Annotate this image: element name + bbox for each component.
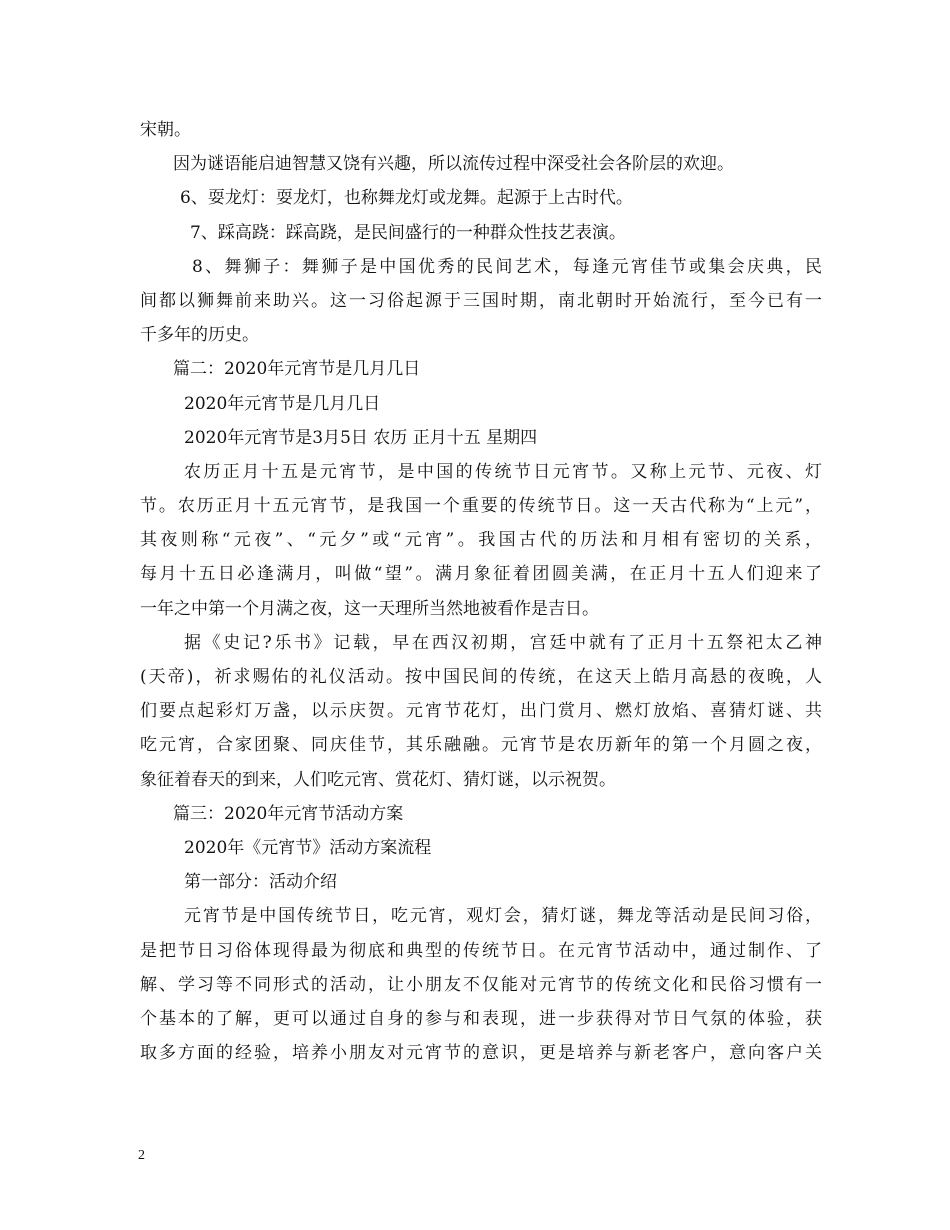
text-line: 取多方面的经验，培养小朋友对元宵节的意识，更是培养与新老客户，意向客户关 xyxy=(140,1043,822,1064)
text-line: 们要点起彩灯万盏，以示庆贺。元宵节花灯，出门赏月、燃灯放焰、喜猜灯谜、共 xyxy=(140,701,822,722)
text-line: 节。农历正月十五元宵节，是我国一个重要的传统节日。这一天古代称为“上元”， xyxy=(140,496,822,517)
text-line: (天帝)，祈求赐佑的礼仪活动。按中国民间的传统，在这天上皓月高悬的夜晚，人 xyxy=(140,667,822,687)
text-line: 篇三：2020年元宵节活动方案 xyxy=(173,803,404,824)
text-line: 宋朝。 xyxy=(140,120,191,140)
text-line: 解、学习等不同形式的活动，让小朋友不仅能对元宵节的传统文化和民俗习惯有一 xyxy=(140,974,822,995)
page-number: 2 xyxy=(138,1148,145,1163)
text-line: 间都以狮舞前来助兴。这一习俗起源于三国时期，南北朝时开始流行，至今已有一 xyxy=(140,290,822,311)
text-line: 农历正月十五是元宵节，是中国的传统节日元宵节。又称上元节、元夜、灯 xyxy=(184,461,822,482)
text-line: 千多年的历史。 xyxy=(140,325,259,346)
text-line: 据《史记?乐书》记载，早在西汉初期，宫廷中就有了正月十五祭祀太乙神 xyxy=(184,632,822,653)
text-line: 6、耍龙灯：耍龙灯，也称舞龙灯或龙舞。起源于上古时代。 xyxy=(180,188,633,209)
text-line: 篇二：2020年元宵节是几月几日 xyxy=(173,359,421,380)
text-line: 一年之中第一个月满之夜，这一天理所当然地被看作是吉日。 xyxy=(140,598,599,619)
text-line: 吃元宵，合家团聚、同庆佳节，其乐融融。元宵节是农历新年的第一个月圆之夜， xyxy=(140,735,822,756)
text-line: 象征着春天的到来，人们吃元宵、赏花灯、猜灯谜，以示祝贺。 xyxy=(140,769,616,790)
text-line: 每月十五日必逢满月，叫做“望”。满月象征着团圆美满，在正月十五人们迎来了 xyxy=(140,564,822,585)
text-line: 第一部分：活动介绍 xyxy=(184,872,337,893)
document-body xyxy=(140,113,822,1070)
text-line: 个基本的了解，更可以通过自身的参与和表现，进一步获得对节日气氛的体验，获 xyxy=(140,1008,822,1029)
text-line: 7、踩高跷：踩高跷，是民间盛行的一种群众性技艺表演。 xyxy=(190,222,626,243)
text-line: 2020年元宵节是几月几日 xyxy=(184,393,381,414)
text-line: 2020年《元宵节》活动方案流程 xyxy=(184,837,432,858)
text-line: 8、舞狮子：舞狮子是中国优秀的民间艺术，每逢元宵佳节或集会庆典，民 xyxy=(192,256,822,277)
text-line: 是把节日习俗体现得最为彻底和典型的传统节日。在元宵节活动中，通过制作、了 xyxy=(140,940,822,961)
text-line: 其夜则称“元夜”、“元夕”或“元宵”。我国古代的历法和月相有密切的关系， xyxy=(140,530,822,551)
text-line: 2020年元宵节是3月5日 农历 正月十五 星期四 xyxy=(184,427,538,448)
text-line: 因为谜语能启迪智慧又饶有兴趣，所以流传过程中深受社会各阶层的欢迎。 xyxy=(173,154,734,175)
text-line: 元宵节是中国传统节日，吃元宵，观灯会，猜灯谜，舞龙等活动是民间习俗， xyxy=(184,906,822,927)
